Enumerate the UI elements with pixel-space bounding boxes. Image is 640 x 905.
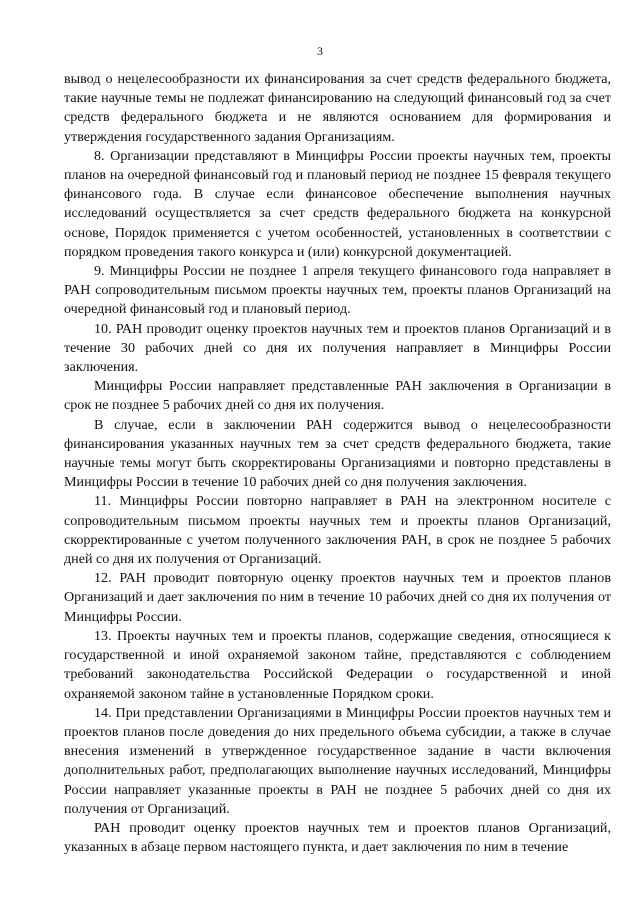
paragraph-item-10-part-2: Минцифры России направляет представленные РАН заключения в Организации в срок не позднее 5 рабочих дней со дня их получения. [64, 378, 611, 414]
paragraph-item-14-part-2: РАН проводит оценку проектов научных тем и проектов планов Организаций, указанных в абзаце первом настоящего пункта, и дает заключения по ним в течение [64, 819, 611, 856]
paragraph-item-14: 14. При представлении Организациями в Минцифры России проектов научных тем и проектов планов после доведения до них предельного объема субсидии, а также в случае внесения изменений в утвержденное государственное задание в части включения дополнительных работ, предполагающих выполнение научных исследований, Минцифры России направляет указанные проекты в РАН не позднее 5 рабочих дней со дня их получения от Организаций. [64, 704, 611, 817]
paragraph-item-13: 13. Проекты научных тем и проекты планов, содержащие сведения, относящиеся к государственной и иной охраняемой законом тайне, представляются с соблюдением требований законодательства Российской Федерации о государственной и иной охраняемой законом тайне в установленные Порядком сроки. [64, 627, 611, 702]
page-number: 3 [317, 44, 323, 58]
document-body [64, 70, 611, 857]
paragraph-item-9: 9. Минцифры России не позднее 1 апреля текущего финансового года направляет в РАН сопроводительным письмом проекты научных тем, проекты планов Организаций на очередной финансовый год и плановый период. [64, 263, 611, 318]
paragraph-item-10: 10. РАН проводит оценку проектов научных тем и проектов планов Организаций и в течение 30 рабочих дней со дня их получения направляет в Минцифры России заключения. [64, 320, 611, 376]
paragraph-item-11: 11. Минцифры России повторно направляет в РАН на электронном носителе с сопроводительным письмом проекты научных тем и проекты планов Организаций, скорректированные с учетом полученного заключения РАН, в срок не позднее 5 рабочих дней со дня их получения от Организаций. [64, 493, 611, 568]
paragraph-item-12: 12. РАН проводит повторную оценку проектов научных тем и проектов планов Организаций и дает заключения по ним в течение 10 рабочих дней со дня их получения от Минцифры России. [64, 570, 611, 625]
paragraph-item-10-part-3: В случае, если в заключении РАН содержится вывод о нецелесообразности финансирования указанных научных тем за счет средств федерального бюджета, такие научные темы могут быть скорректированы Организациями и повторно представлены в Минцифры России в течение 10 рабочих дней со дня получения заключения. [64, 416, 611, 491]
paragraph-item-8: 8. Организации представляют в Минцифры России проекты научных тем, проекты планов на очередной финансовый год и плановый период не позднее 15 февраля текущего финансового года. В случае если финансовое обеспечение выполнения научных исследований осуществляется за счет средств федерального бюджета на конкурсной основе, Порядок применяется с учетом особенностей, установленных в соответствии с порядком проведения такого конкурса и (или) конкурсной документацией. [64, 147, 611, 260]
paragraph-continuation: вывод о нецелесообразности их финансирования за счет средств федерального бюджета, такие научные темы не подлежат финансированию на следующий финансовый год за счет средств федерального бюджета и не являются основанием для формирования и утверждения государственного задания Организациям. [64, 71, 611, 145]
